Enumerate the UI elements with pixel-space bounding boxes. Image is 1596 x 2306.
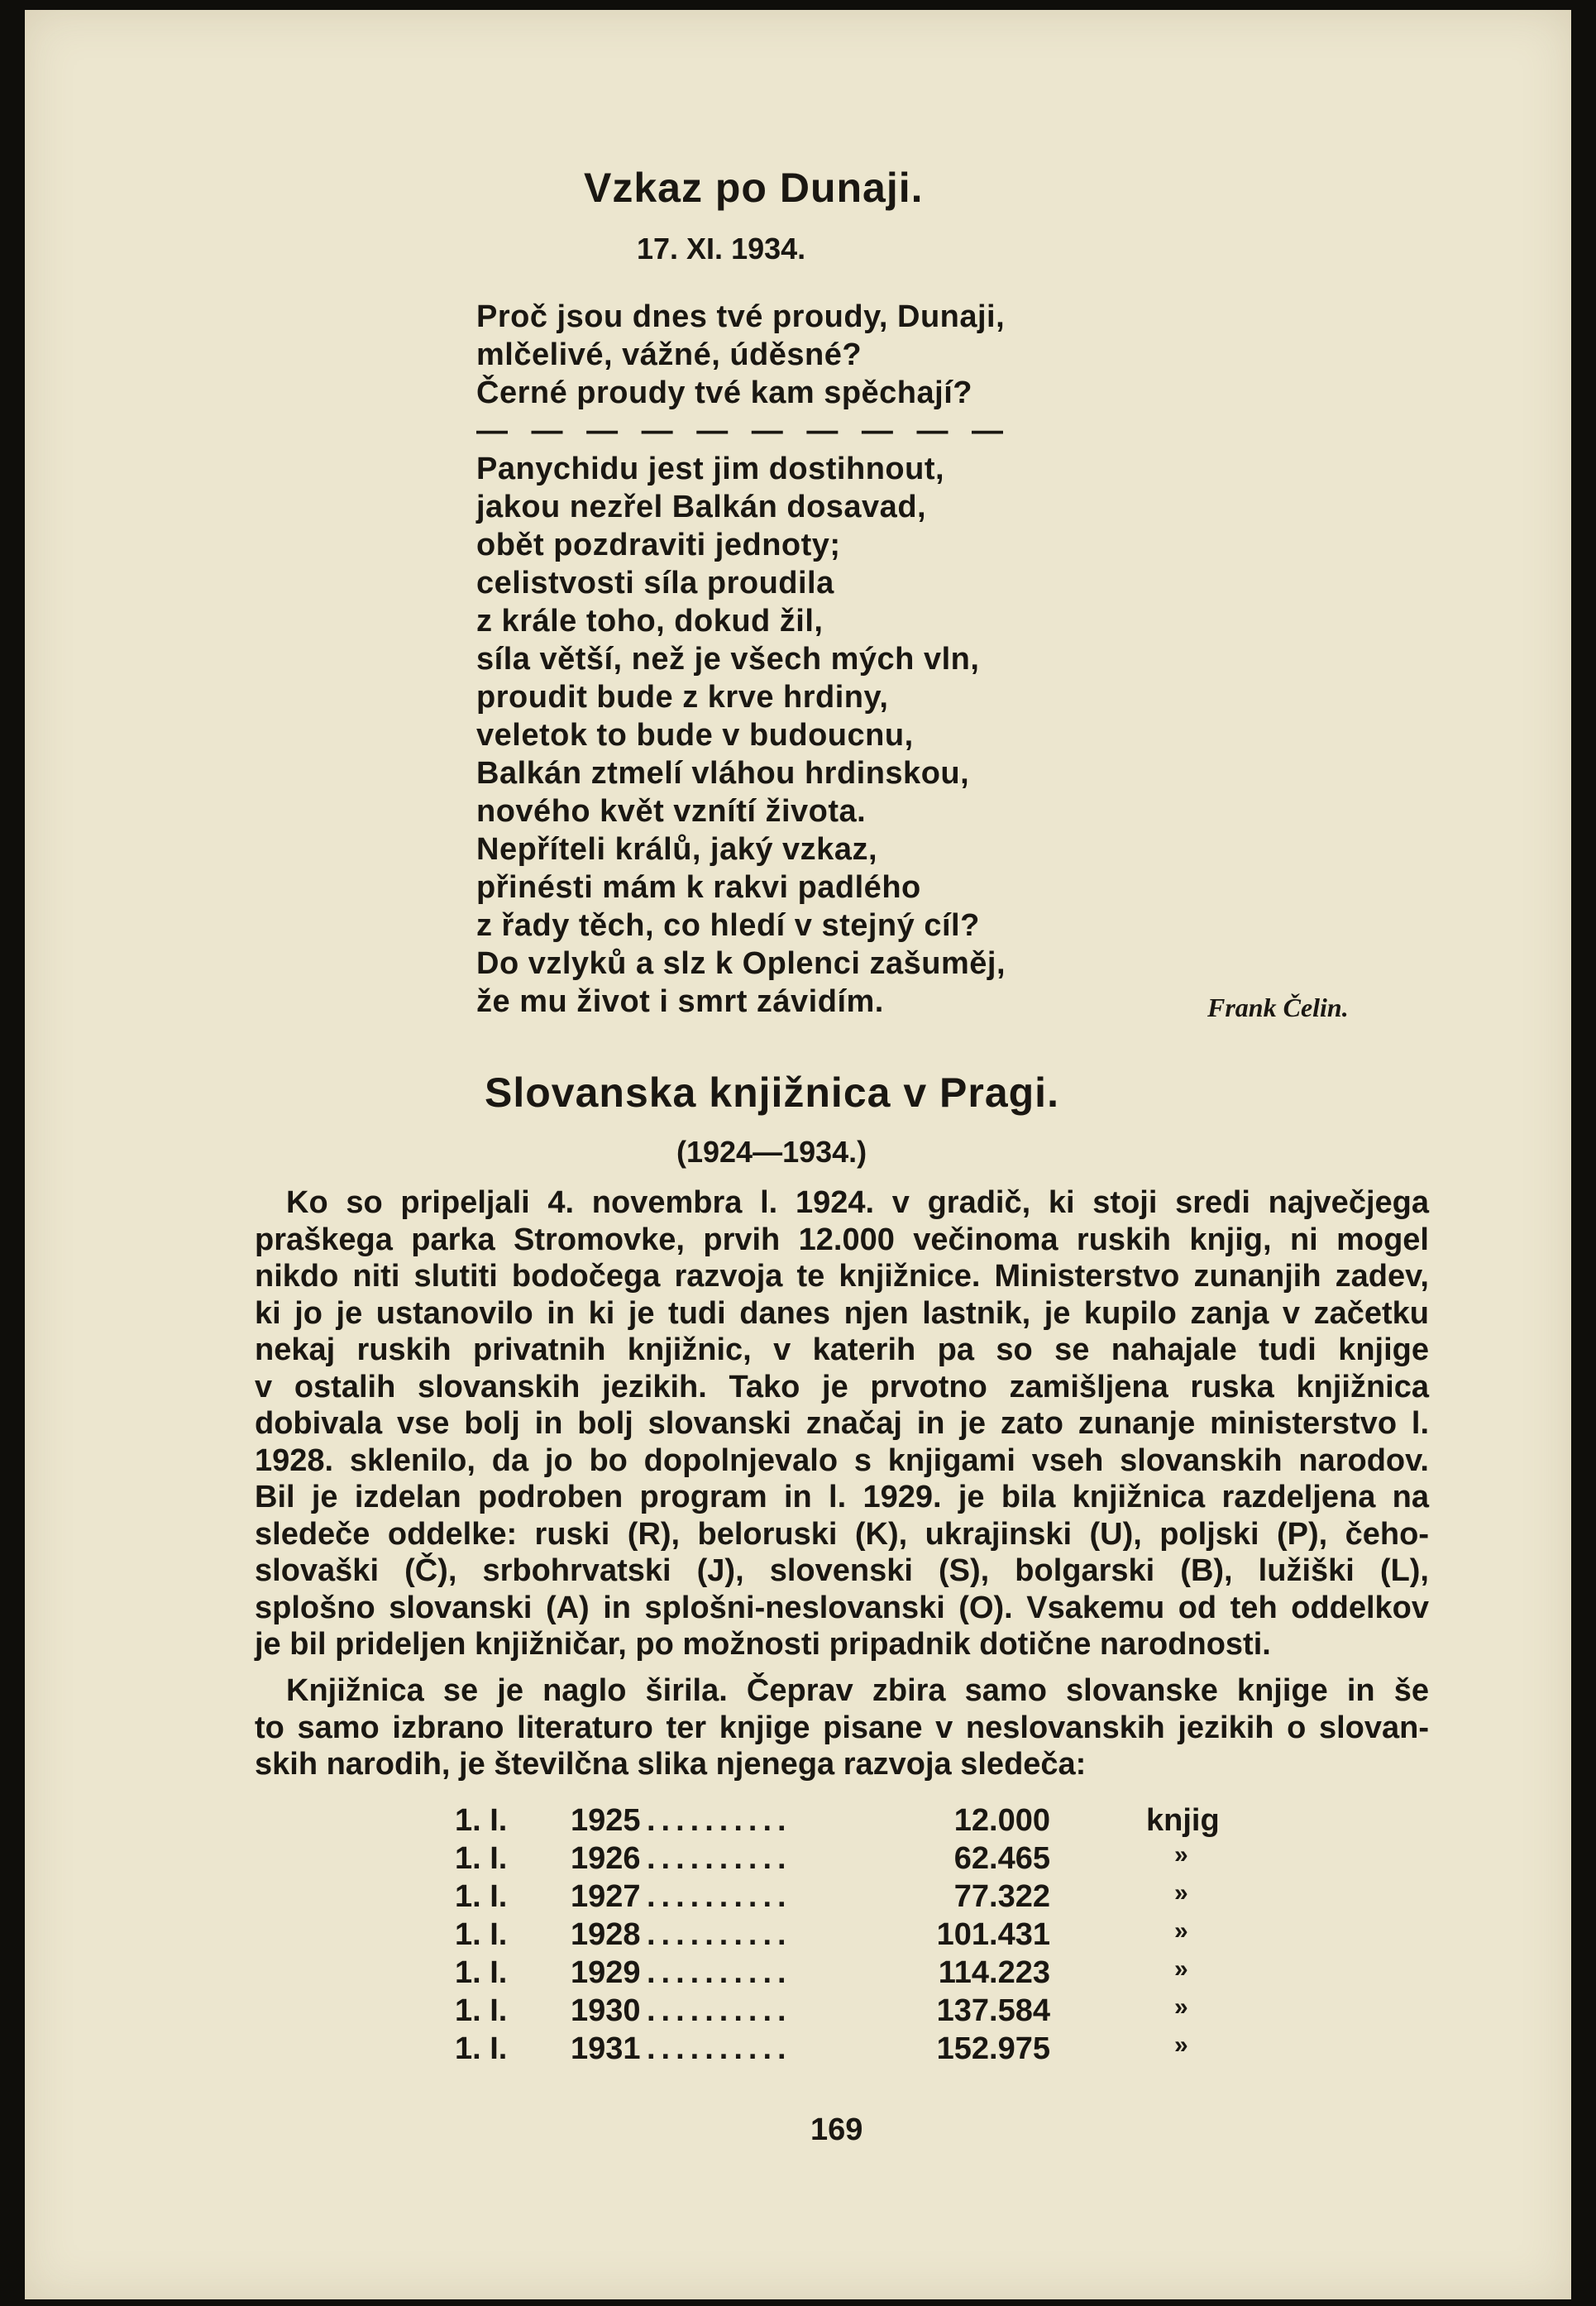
poem-author: Frank Čelin.: [1207, 993, 1349, 1022]
poem-line: Balkán ztmelí vláhou hrdinskou,: [476, 756, 970, 791]
row-date: 1. I.: [455, 1955, 508, 1990]
poem-line: nového květ vznítí života.: [476, 794, 867, 829]
row-ditto-mark: »: [1174, 1993, 1188, 2021]
paragraph-line: skih narodih, je številčna slika njenega razvoja sledeča:: [255, 1747, 1087, 1782]
paragraph-line: slovaški (Č), srbohrvatski (J), slovenski (S), bolgarski (B), lužiški (L),: [255, 1553, 1429, 1588]
poem-line: síla větší, než je všech mých vln,: [476, 642, 980, 677]
row-value: 137.584: [936, 1993, 1050, 2028]
row-value: 101.431: [936, 1917, 1050, 1952]
poem-line: Nepříteli králů, jaký vzkaz,: [476, 832, 878, 867]
paragraph-line: 1928. sklenilo, da jo bo dopolnjevalo s knjigami vseh slovanskih narodov.: [255, 1442, 1429, 1478]
row-value: 12.000: [953, 1803, 1050, 1838]
poem-title: Vzkaz po Dunaji.: [584, 165, 924, 211]
row-date: 1. I.: [455, 1803, 508, 1838]
poem-line: přinésti mám k rakvi padlého: [476, 870, 921, 905]
poem-line: Proč jsou dnes tvé proudy, Dunaji,: [476, 299, 1006, 334]
row-date: 1. I.: [455, 1993, 508, 2028]
row-leader-dots: ..........: [647, 1917, 792, 1952]
row-unit: knjig: [1146, 1803, 1220, 1838]
poem-line: proudit bude z krve hrdiny,: [476, 680, 889, 715]
row-ditto-mark: »: [1174, 2031, 1188, 2059]
row-date: 1. I.: [455, 1879, 508, 1914]
row-ditto-mark: »: [1174, 1955, 1188, 1983]
poem-line: Panychidu jest jim dostihnout,: [476, 452, 945, 486]
row-leader-dots: ..........: [647, 1955, 792, 1990]
poem-line: že mu život i smrt závidím.: [476, 984, 884, 1019]
row-ditto-mark: »: [1174, 1879, 1188, 1907]
paragraph-line: nekaj ruskih privatnih knjižnic, v katerih pa so se nahajale tudi knjige: [255, 1332, 1429, 1367]
paragraph-line: to samo izbrano literaturo ter knjige pisane v neslovanskih jezikih o slovan-: [255, 1710, 1429, 1745]
book-page: [25, 10, 1571, 2299]
paragraph-line: nikdo niti slutiti bodočega razvoja te knjižnice. Ministerstvo zunanjih zadev,: [255, 1259, 1429, 1294]
row-date: 1. I.: [455, 1841, 508, 1876]
article-title: Slovanska knjižnica v Pragi.: [485, 1069, 1059, 1116]
paragraph-line: Ko so pripeljali 4. novembra l. 1924. v gradič, ki stoji sredi največjega: [286, 1185, 1429, 1220]
row-year: 1926: [571, 1841, 641, 1876]
poem-line: jakou nezřel Balkán dosavad,: [476, 490, 927, 524]
paragraph-line: Knjižnica se je naglo širila. Čeprav zbira samo slovanske knjige in še: [286, 1673, 1429, 1708]
row-value: 77.322: [953, 1879, 1050, 1914]
row-leader-dots: ..........: [647, 1993, 792, 2028]
poem-line: veletok to bude v budoucnu,: [476, 718, 914, 753]
poem-line: Do vzlyků a slz k Oplenci zašuměj,: [476, 946, 1006, 981]
poem-separator: — — — — — — — — — —: [476, 414, 1004, 448]
row-year: 1930: [571, 1993, 641, 2028]
row-date: 1. I.: [455, 2031, 508, 2066]
row-year: 1927: [571, 1879, 641, 1914]
poem-date: 17. XI. 1934.: [637, 232, 806, 266]
article-paragraph-2: [255, 1672, 1429, 1783]
paragraph-line: praškega parka Stromovke, prvih 12.000 večinoma ruskih knjig, ni mogel: [255, 1222, 1429, 1257]
row-leader-dots: ..........: [647, 1803, 792, 1838]
poem-line: mlčelivé, vážné, úděsné?: [476, 337, 863, 372]
row-leader-dots: ..........: [647, 2031, 792, 2066]
poem-body: [476, 298, 1221, 1021]
poem-line: z krále toho, dokud žil,: [476, 604, 824, 639]
paragraph-line: je bil prideljen knjižničar, po možnosti pripadnik dotične narodnosti.: [255, 1627, 1271, 1662]
row-value: 152.975: [936, 2031, 1050, 2066]
poem-line: Černé proudy tvé kam spěchají?: [476, 376, 972, 410]
poem-line: celistvosti síla proudila: [476, 566, 834, 600]
paragraph-line: ki jo je ustanovilo in ki je tudi danes njen lastnik, je kupilo zanja v začetku: [255, 1295, 1429, 1331]
row-value: 114.223: [938, 1955, 1050, 1990]
paragraph-line: Bil je izdelan podroben program in l. 1929. je bila knjižnica razdeljena na: [255, 1480, 1429, 1514]
paragraph-line: sledeče oddelke: ruski (R), beloruski (K), ukrajinski (U), poljski (P), čeho-: [255, 1516, 1429, 1552]
row-ditto-mark: »: [1174, 1841, 1188, 1868]
row-year: 1931: [571, 2031, 641, 2066]
row-date: 1. I.: [455, 1917, 508, 1952]
row-leader-dots: ..........: [647, 1879, 792, 1914]
poem-line: z řady těch, co hledí v stejný cíl?: [476, 908, 980, 943]
row-ditto-mark: »: [1174, 1917, 1188, 1945]
row-value: 62.465: [953, 1841, 1050, 1876]
article-paragraph-1: [255, 1184, 1429, 1663]
row-year: 1928: [571, 1917, 641, 1952]
paragraph-line: splošno slovanski (A) in splošni-neslovanski (O). Vsakemu od teh oddelkov: [255, 1590, 1429, 1625]
row-year: 1929: [571, 1955, 641, 1990]
poem-line: obět pozdraviti jednoty;: [476, 528, 841, 562]
row-year: 1925: [571, 1803, 641, 1838]
article-subtitle: (1924—1934.): [676, 1135, 867, 1169]
page-number: 169: [810, 2112, 863, 2147]
paragraph-line: dobivala vse bolj in bolj slovanski značaj in je zato zunanje ministerstvo l.: [255, 1406, 1429, 1441]
row-leader-dots: ..........: [647, 1841, 792, 1876]
paragraph-line: v ostalih slovanskih jezikih. Tako je prvotno zamišljena ruska knjižnica: [255, 1369, 1429, 1404]
